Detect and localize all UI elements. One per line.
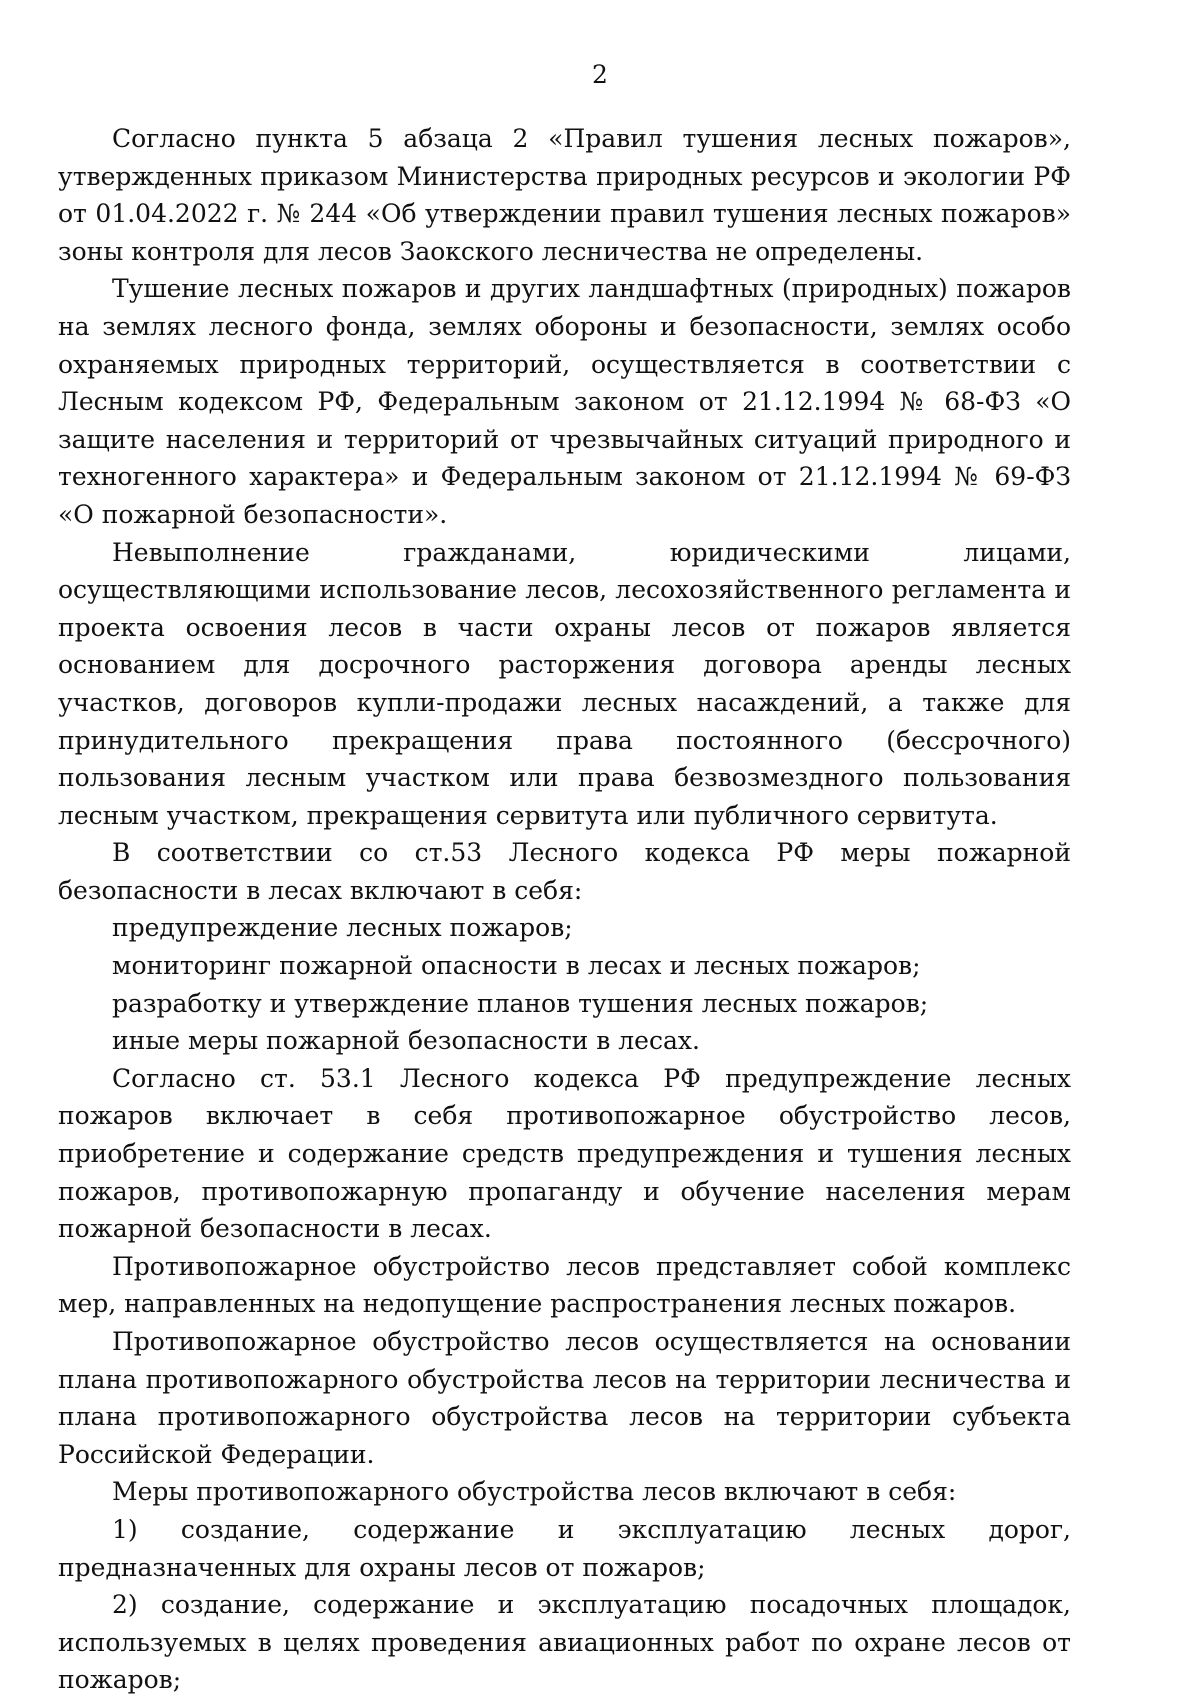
paragraph-article-53-intro: В соответствии со ст.53 Лесного кодекса РФ меры пожарной безопасности в лесах включают в себя: [58, 838, 1071, 905]
paragraph-fire-extinguishing-legislation: Тушение лесных пожаров и других ландшафтных (природных) пожаров на землях лесного фонда, землях обороны и безопасности, землях особо охраняемых природных территорий, осуществляется в соответствии с Лесным кодексом РФ, Федеральным законом от 21.12.1994 № 68-ФЗ «О защите населения и территорий от чрезвычайных ситуаций природного и техногенного характера» и Федеральным законом от 21.12.1994 № 69-ФЗ «О пожарной безопасности». [58, 274, 1071, 529]
paragraph-article-53-1: Согласно ст. 53.1 Лесного кодекса РФ предупреждение лесных пожаров включает в себя противопожарное обустройство лесов, приобретение и содержание средств предупреждения и тушения лесных пожаров, противопожарную пропаганду и обучение населения мерам пожарной безопасности в лесах. [58, 1063, 1071, 1244]
list-item-extinguishing-plans: разработку и утверждение планов тушения лесных пожаров; [112, 988, 929, 1018]
paragraph-fire-arrangement-definition: Противопожарное обустройство лесов представляет собой комплекс мер, направленных на недопущение распространения лесных пожаров. [58, 1251, 1071, 1319]
paragraph-non-compliance-consequences: Невыполнение гражданами, юридическими лицами, осуществляющими использование лесов, лесохозяйственного регламента и проекта освоения лесов в части охраны лесов от пожаров является основанием для досрочного расторжения договора аренды лесных участков, договоров купли-продажи лесных насаждений, а также для принудительного прекращения права постоянного (бессрочного) пользования лесным участком или права безвозмездного пользования лесным участком, прекращения сервитута или публичного сервитута. [58, 537, 1071, 830]
page-number: 2 [592, 60, 608, 89]
document-body [58, 120, 1071, 1699]
paragraph-fire-arrangement-basis: Противопожарное обустройство лесов осуществляется на основании плана противопожарного обустройства лесов на территории лесничества и плана противопожарного обустройства лесов на территории субъекта Российской Федерации. [58, 1327, 1071, 1469]
paragraph-fire-control-zones: Согласно пункта 5 абзаца 2 «Правил тушения лесных пожаров», утвержденных приказом Министерства природных ресурсов и экологии РФ от 01.04.2022 г. № 244 «Об утверждении правил тушения лесных пожаров» зоны контроля для лесов Заокского лесничества не определены. [58, 124, 1071, 266]
list-item-landing-sites: 2) создание, содержание и эксплуатацию посадочных площадок, используемых в целях проведения авиационных работ по охране лесов от пожаров; [58, 1590, 1071, 1695]
list-item-other-measures: иные меры пожарной безопасности в лесах. [112, 1026, 700, 1056]
list-item-fire-monitoring: мониторинг пожарной опасности в лесах и лесных пожаров; [112, 951, 921, 981]
list-item-forest-roads: 1) создание, содержание и эксплуатацию лесных дорог, предназначенных для охраны лесов от пожаров; [58, 1514, 1071, 1582]
list-item-fire-prevention: предупреждение лесных пожаров; [112, 913, 573, 943]
paragraph-measures-intro: Меры противопожарного обустройства лесов включают в себя: [112, 1477, 957, 1507]
